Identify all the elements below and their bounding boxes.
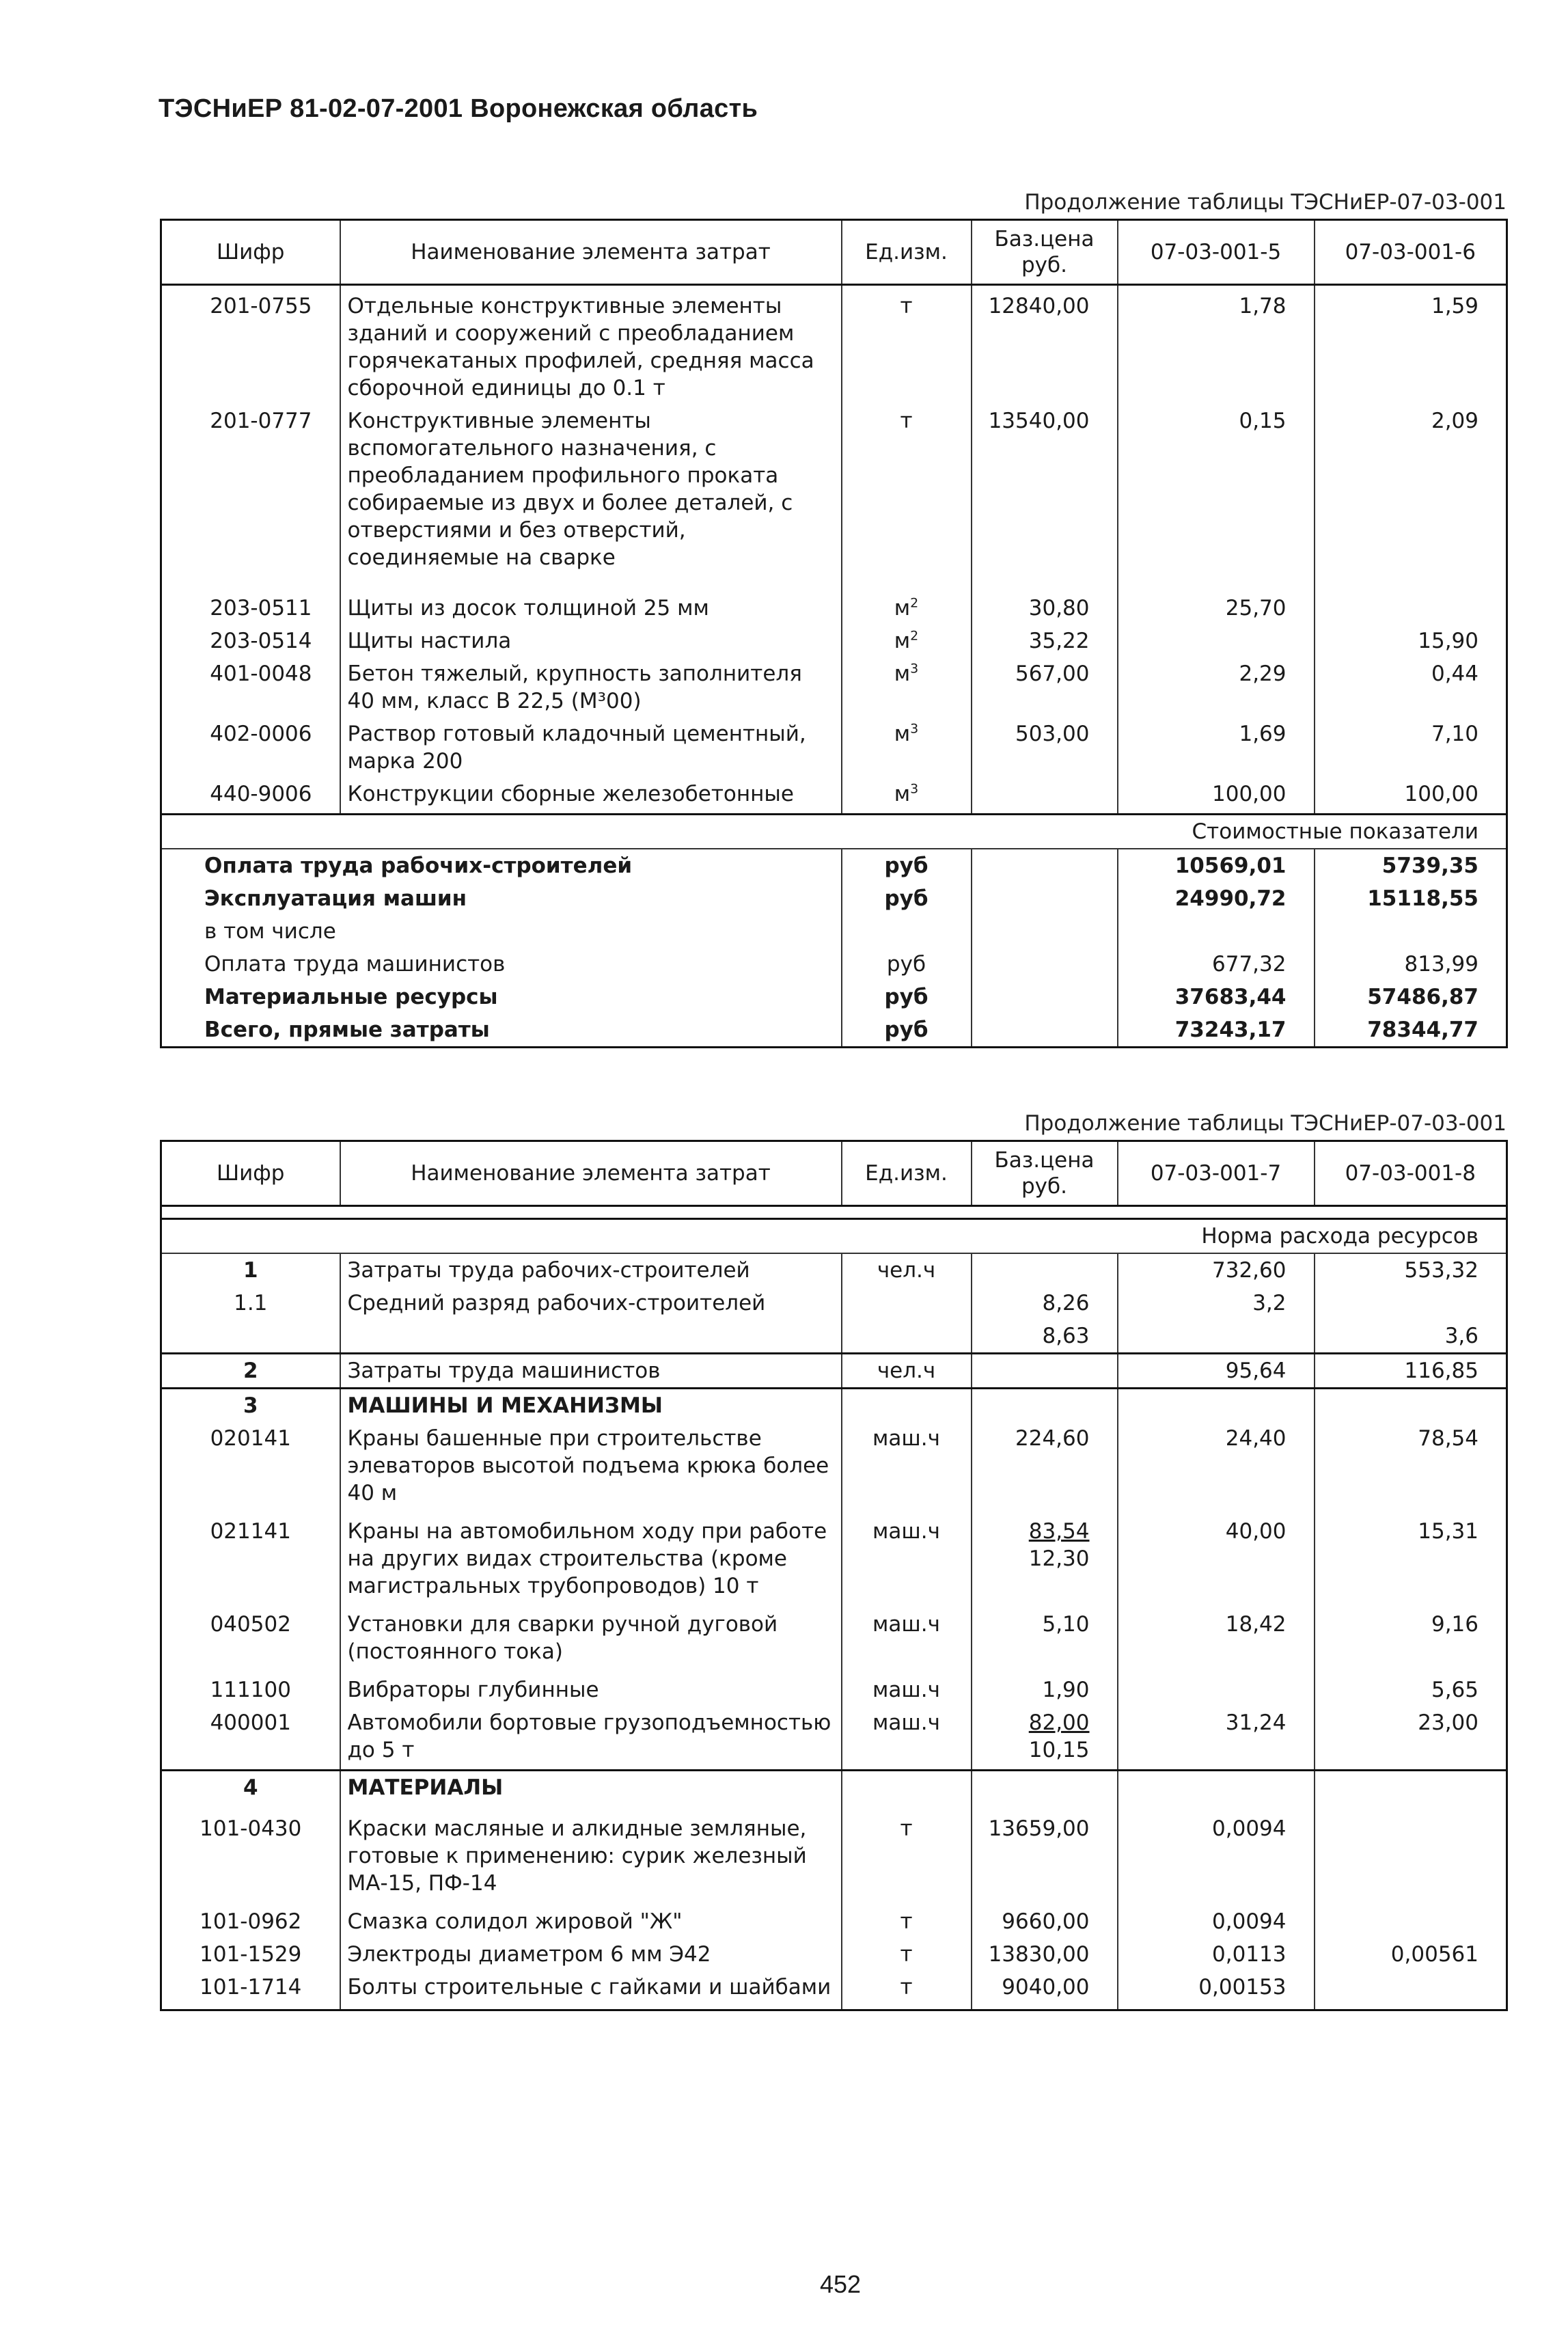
norm-value-7: 0,0094 [1118, 1905, 1315, 1938]
table-row [161, 778, 1507, 815]
resource-name: Краски масляные и алкидные земляные, готовые к применению: сурик железный МА-15, ПФ-14 [340, 1804, 842, 1905]
norm-value-8: 15,31 [1315, 1515, 1507, 1608]
labor-row [161, 1320, 1507, 1354]
resource-code: 1.1 [161, 1287, 340, 1320]
col-header-price: Баз.цена руб. [972, 1141, 1118, 1206]
base-price [972, 1354, 1118, 1389]
table1-caption: Продолжение таблицы ТЭСНиЕР-07-03-001 [1024, 190, 1507, 215]
price-wages: 10,15 [1028, 1738, 1090, 1762]
empty-cell [972, 1389, 1118, 1423]
resource-code: 203-0511 [161, 592, 340, 625]
unit-exponent: 3 [910, 721, 919, 737]
resource-code: 101-0430 [161, 1804, 340, 1905]
norm-value-8: 78,54 [1315, 1422, 1507, 1515]
material-row [161, 1938, 1507, 1971]
unit-cell: т [842, 1804, 972, 1905]
norm-value-8: 116,85 [1315, 1354, 1507, 1389]
empty-cell [1315, 1771, 1507, 1805]
norm-value-5: 1,69 [1118, 718, 1315, 778]
norm-value-7: 95,64 [1118, 1354, 1315, 1389]
unit-cell: т [842, 1905, 972, 1938]
base-price: 9660,00 [972, 1905, 1118, 1938]
summary-value-6: 78344,77 [1315, 1013, 1507, 1048]
base-price: 13830,00 [972, 1938, 1118, 1971]
resource-code: 101-1714 [161, 1971, 340, 2010]
resource-name: Отдельные конструктивные элементы зданий и сооружений с преобладанием горячекатаных профилей, средняя масса сборочной единицы до 0.1 т [340, 285, 842, 405]
unit-text: м [894, 596, 911, 620]
empty-cell [1315, 1389, 1507, 1423]
machine-row [161, 1608, 1507, 1674]
resource-table-1 [160, 219, 1508, 1048]
base-price [972, 1253, 1118, 1287]
resource-code: 400001 [161, 1706, 340, 1771]
unit-cell: чел.ч [842, 1253, 972, 1287]
machine-row [161, 1674, 1507, 1706]
norm-value-6: 2,09 [1315, 405, 1507, 592]
resource-name: Щиты из досок толщиной 25 мм [340, 592, 842, 625]
summary-price-empty [972, 849, 1118, 882]
cost-section-row [161, 815, 1507, 849]
norm-value-7: 40,00 [1118, 1515, 1315, 1608]
empty-cell [1118, 1389, 1315, 1423]
unit-cell [842, 1320, 972, 1354]
base-price: 35,22 [972, 625, 1118, 657]
resource-code: 101-1529 [161, 1938, 340, 1971]
cost-section-title: Стоимостные показатели [161, 815, 1507, 849]
base-price: 12840,00 [972, 285, 1118, 405]
col-header-norm-6: 07-03-001-6 [1315, 220, 1507, 285]
price-total: 83,54 [1028, 1519, 1090, 1544]
base-price: 9040,00 [972, 1971, 1118, 2010]
material-row [161, 1905, 1507, 1938]
summary-value-6: 813,99 [1315, 948, 1507, 981]
unit-cell [842, 718, 972, 778]
resource-code: 021141 [161, 1515, 340, 1608]
machine-row [161, 1422, 1507, 1515]
base-price: 13659,00 [972, 1804, 1118, 1905]
base-price: 8,26 [972, 1287, 1118, 1320]
norm-value-8 [1315, 1287, 1507, 1320]
norm-section-row [161, 1206, 1507, 1219]
resource-name: Затраты труда рабочих-строителей [340, 1253, 842, 1287]
summary-price-empty [972, 948, 1118, 981]
resource-code: 2 [161, 1354, 340, 1389]
summary-name: Оплата труда рабочих-строителей [161, 849, 842, 882]
labor-row [161, 1253, 1507, 1287]
materials-section-row [161, 1771, 1507, 1805]
norm-value-8: 9,16 [1315, 1608, 1507, 1674]
base-price: 503,00 [972, 718, 1118, 778]
unit-text: м [894, 722, 911, 746]
unit-exponent: 3 [910, 781, 919, 797]
resource-code: 201-0755 [161, 285, 340, 405]
norm-value-7: 24,40 [1118, 1422, 1315, 1515]
base-price [972, 778, 1118, 815]
norm-value-8 [1315, 1971, 1507, 2010]
norm-value-7 [1118, 1674, 1315, 1706]
col-header-code: Шифр [161, 220, 340, 285]
unit-cell: маш.ч [842, 1674, 972, 1706]
base-price: 567,00 [972, 657, 1118, 718]
summary-price-empty [972, 915, 1118, 948]
norm-value-5: 0,15 [1118, 405, 1315, 592]
summary-row [161, 1013, 1507, 1048]
unit-exponent: 2 [910, 628, 919, 644]
summary-row [161, 948, 1507, 981]
table-row [161, 718, 1507, 778]
summary-price-empty [972, 1013, 1118, 1048]
resource-name: Затраты труда машинистов [340, 1354, 842, 1389]
section-code: 3 [161, 1389, 340, 1423]
unit-cell [842, 1287, 972, 1320]
resource-name: Краны башенные при строительстве элеваторов высотой подъема крюка более 40 м [340, 1422, 842, 1515]
unit-cell: маш.ч [842, 1706, 972, 1771]
unit-text: м [894, 782, 911, 806]
resource-code: 401-0048 [161, 657, 340, 718]
resource-name: Смазка солидол жировой "Ж" [340, 1905, 842, 1938]
resource-name: Конструктивные элементы вспомогательного назначения, с преобладанием профильного проката собираемые из двух и более деталей, с отверстиями и без отверстий, соединяемые на сварке [340, 405, 842, 592]
unit-text: м [894, 661, 911, 686]
norm-value-8 [1315, 1905, 1507, 1938]
resource-code: 1 [161, 1253, 340, 1287]
norm-value-6: 7,10 [1315, 718, 1507, 778]
base-price: 1,90 [972, 1674, 1118, 1706]
summary-row [161, 915, 1507, 948]
resource-code: 101-0962 [161, 1905, 340, 1938]
resource-name: Вибраторы глубинные [340, 1674, 842, 1706]
section-code: 4 [161, 1771, 340, 1805]
unit-cell: маш.ч [842, 1608, 972, 1674]
resource-name [340, 1320, 842, 1354]
resource-name: Автомобили бортовые грузоподъемностью до 5 т [340, 1706, 842, 1771]
unit-text: т [900, 294, 913, 318]
unit-cell [842, 405, 972, 592]
col-header-unit: Ед.изм. [842, 220, 972, 285]
norm-value-5: 100,00 [1118, 778, 1315, 815]
unit-text: м [894, 629, 911, 653]
table-row [161, 592, 1507, 625]
price-total: 82,00 [1028, 1710, 1090, 1735]
summary-unit: руб [842, 981, 972, 1013]
section-title: МАШИНЫ И МЕХАНИЗМЫ [340, 1389, 842, 1423]
summary-row [161, 849, 1507, 882]
table-row [161, 285, 1507, 405]
summary-row [161, 882, 1507, 915]
norm-value-7: 3,2 [1118, 1287, 1315, 1320]
summary-name: Эксплуатация машин [161, 882, 842, 915]
unit-text: т [900, 409, 913, 433]
col-header-name: Наименование элемента затрат [340, 220, 842, 285]
norm-value-7: 18,42 [1118, 1608, 1315, 1674]
summary-value-5: 37683,44 [1118, 981, 1315, 1013]
table2-header-row [161, 1141, 1507, 1206]
summary-value-5 [1118, 915, 1315, 948]
summary-value-6: 5739,35 [1315, 849, 1507, 882]
table-row [161, 405, 1507, 592]
resource-name: Щиты настила [340, 625, 842, 657]
resource-name: Средний разряд рабочих-строителей [340, 1287, 842, 1320]
base-price: 5,10 [972, 1608, 1118, 1674]
resource-code: 040502 [161, 1608, 340, 1674]
col-header-norm-5: 07-03-001-5 [1118, 220, 1315, 285]
resource-name: Болты строительные с гайками и шайбами [340, 1971, 842, 2010]
empty-cell [972, 1771, 1118, 1805]
summary-value-6 [1315, 915, 1507, 948]
unit-cell: чел.ч [842, 1354, 972, 1389]
price-fraction [1029, 1709, 1090, 1764]
unit-cell [842, 657, 972, 718]
summary-price-empty [972, 981, 1118, 1013]
table-row [161, 657, 1507, 718]
summary-price-empty [972, 882, 1118, 915]
norm-value-7: 732,60 [1118, 1253, 1315, 1287]
norm-value-5 [1118, 625, 1315, 657]
summary-unit [842, 915, 972, 948]
summary-name: Всего, прямые затраты [161, 1013, 842, 1048]
price-fraction [1029, 1518, 1090, 1572]
machine-row [161, 1515, 1507, 1608]
resource-code: 440-9006 [161, 778, 340, 815]
norm-value-6: 0,44 [1315, 657, 1507, 718]
resource-name: Установки для сварки ручной дуговой (постоянного тока) [340, 1608, 842, 1674]
summary-name: в том числе [161, 915, 842, 948]
norm-value-7: 0,0094 [1118, 1804, 1315, 1905]
norm-value-8: 0,00561 [1315, 1938, 1507, 1971]
summary-name: Оплата труда машинистов [161, 948, 842, 981]
section-title: МАТЕРИАЛЫ [340, 1771, 842, 1805]
norm-value-6 [1315, 592, 1507, 625]
resource-name: Краны на автомобильном ходу при работе на других видах строительства (кроме магистральных трубопроводов) 10 т [340, 1515, 842, 1608]
resource-code: 203-0514 [161, 625, 340, 657]
norm-value-8 [1315, 1804, 1507, 1905]
table1-header-row [161, 220, 1507, 285]
resource-code: 402-0006 [161, 718, 340, 778]
summary-value-5: 24990,72 [1118, 882, 1315, 915]
summary-unit: руб [842, 948, 972, 981]
unit-cell: т [842, 1938, 972, 1971]
base-price [972, 1706, 1118, 1771]
summary-name: Материальные ресурсы [161, 981, 842, 1013]
base-price: 13540,00 [972, 405, 1118, 592]
summary-unit: руб [842, 849, 972, 882]
spacer-cell [161, 1206, 1507, 1219]
material-row [161, 1804, 1507, 1905]
labor-row [161, 1287, 1507, 1320]
unit-cell: т [842, 1971, 972, 2010]
norm-value-8: 553,32 [1315, 1253, 1507, 1287]
page-number: 452 [820, 2270, 862, 2298]
norm-value-7: 31,24 [1118, 1706, 1315, 1771]
unit-cell [842, 592, 972, 625]
summary-value-6: 15118,55 [1315, 882, 1507, 915]
norm-value-8: 5,65 [1315, 1674, 1507, 1706]
norm-value-6: 1,59 [1315, 285, 1507, 405]
base-price [972, 1515, 1118, 1608]
col-header-price: Баз.цена руб. [972, 220, 1118, 285]
norm-title-row [161, 1219, 1507, 1254]
norm-value-8: 3,6 [1315, 1320, 1507, 1354]
norm-value-7: 0,0113 [1118, 1938, 1315, 1971]
base-price: 30,80 [972, 592, 1118, 625]
price-wages: 12,30 [1028, 1546, 1090, 1571]
col-header-norm-8: 07-03-001-8 [1315, 1141, 1507, 1206]
material-row [161, 1971, 1507, 2010]
col-header-name: Наименование элемента затрат [340, 1141, 842, 1206]
summary-value-5: 73243,17 [1118, 1013, 1315, 1048]
unit-exponent: 3 [910, 661, 919, 677]
col-header-norm-7: 07-03-001-7 [1118, 1141, 1315, 1206]
document-title: ТЭСНиЕР 81-02-07-2001 Воронежская область [159, 94, 758, 123]
unit-cell: маш.ч [842, 1515, 972, 1608]
col-header-unit: Ед.изм. [842, 1141, 972, 1206]
norm-value-6: 100,00 [1315, 778, 1507, 815]
summary-value-6: 57486,87 [1315, 981, 1507, 1013]
norm-value-7: 0,00153 [1118, 1971, 1315, 2010]
norm-value-6: 15,90 [1315, 625, 1507, 657]
summary-unit: руб [842, 1013, 972, 1048]
unit-exponent: 2 [910, 595, 919, 611]
empty-cell [1118, 1771, 1315, 1805]
resource-code: 020141 [161, 1422, 340, 1515]
norm-value-5: 2,29 [1118, 657, 1315, 718]
norm-value-5: 25,70 [1118, 592, 1315, 625]
base-price: 8,63 [972, 1320, 1118, 1354]
table-row [161, 625, 1507, 657]
machines-section-row [161, 1389, 1507, 1423]
norm-value-7 [1118, 1320, 1315, 1354]
summary-value-5: 10569,01 [1118, 849, 1315, 882]
resource-name: Электроды диаметром 6 мм Э42 [340, 1938, 842, 1971]
norm-value-8: 23,00 [1315, 1706, 1507, 1771]
empty-cell [842, 1771, 972, 1805]
labor-row [161, 1354, 1507, 1389]
resource-code: 111100 [161, 1674, 340, 1706]
resource-name: Конструкции сборные железобетонные [340, 778, 842, 815]
resource-name: Бетон тяжелый, крупность заполнителя 40 мм, класс В 22,5 (М³00) [340, 657, 842, 718]
unit-cell [842, 625, 972, 657]
unit-cell: маш.ч [842, 1422, 972, 1515]
resource-code [161, 1320, 340, 1354]
summary-unit: руб [842, 882, 972, 915]
table2-caption: Продолжение таблицы ТЭСНиЕР-07-03-001 [1024, 1111, 1507, 1136]
summary-row [161, 981, 1507, 1013]
unit-cell [842, 285, 972, 405]
norm-section-title: Норма расхода ресурсов [161, 1219, 1507, 1254]
unit-cell [842, 778, 972, 815]
resource-name: Раствор готовый кладочный цементный, марка 200 [340, 718, 842, 778]
norm-value-5: 1,78 [1118, 285, 1315, 405]
resource-code: 201-0777 [161, 405, 340, 592]
summary-value-5: 677,32 [1118, 948, 1315, 981]
base-price: 224,60 [972, 1422, 1118, 1515]
resource-table-2 [160, 1140, 1508, 2011]
col-header-code: Шифр [161, 1141, 340, 1206]
empty-cell [842, 1389, 972, 1423]
machine-row [161, 1706, 1507, 1771]
